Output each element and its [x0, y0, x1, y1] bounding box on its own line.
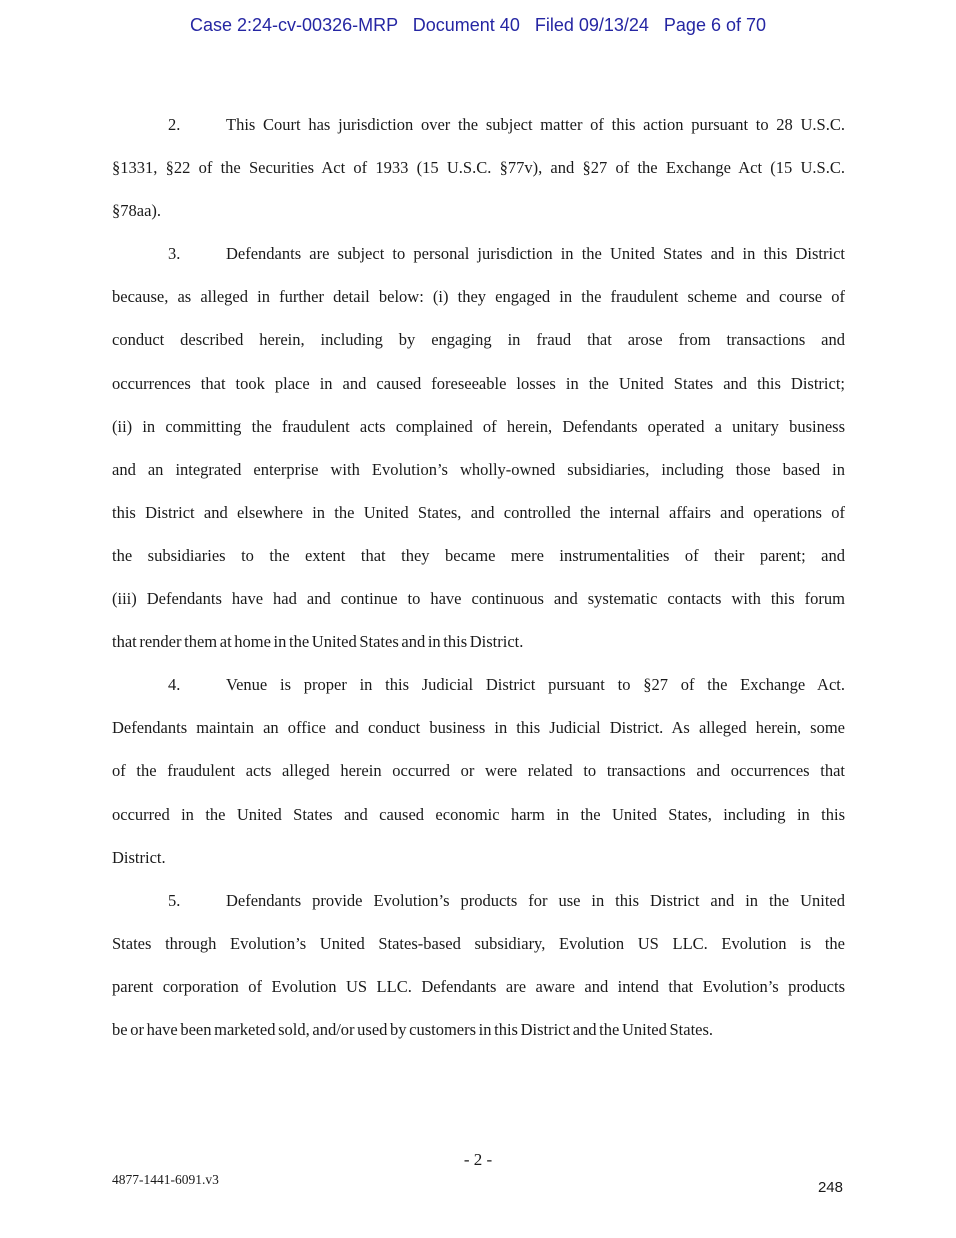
paragraph-line: District. — [112, 847, 166, 867]
paragraph-number: 2. — [168, 115, 181, 134]
paragraph-line: be or have been marketed sold, and/or used by customers in this District and the United States. — [112, 1019, 714, 1039]
paragraph-line: Defendants maintain an office and conduct business in this Judicial District. As alleged herein, some — [112, 718, 845, 738]
paragraph — [112, 663, 845, 878]
paragraph-line: because, as alleged in further detail below: (i) they engaged in the fraudulent scheme and course of — [112, 287, 845, 307]
paragraph-line: 4. Venue is proper in this Judicial District pursuant to §27 of the Exchange Act. — [112, 663, 845, 706]
paragraph — [112, 232, 845, 663]
paragraph-line: of the fraudulent acts alleged herein occurred or were related to transactions and occurrences that — [112, 761, 845, 781]
paragraph — [112, 879, 845, 1051]
paragraph-line: §1331, §22 of the Securities Act of 1933 (15 U.S.C. §77v), and §27 of the Exchange Act (15 U.S.C. — [112, 158, 845, 178]
paragraph-number: 4. — [168, 675, 181, 695]
paragraph-line: the subsidiaries to the extent that they became mere instrumentalities of their parent; and — [112, 545, 845, 565]
document-body — [112, 103, 845, 1051]
document-id-footer: 4877-1441-6091.v3 — [112, 1172, 219, 1187]
paragraph-line: (ii) in committing the fraudulent acts complained of herein, Defendants operated a unitary business — [112, 416, 845, 436]
ecf-stamp-header: Case 2:24-cv-00326-MRP Document 40 Filed 09/13/24 Page 6 of 70 — [190, 15, 766, 35]
paragraph-number: 3. — [168, 244, 181, 264]
bates-number: 248 — [817, 1179, 843, 1196]
paragraph-line: States through Evolution’s United States-based subsidiary, Evolution US LLC. Evolution is the — [112, 933, 845, 953]
paragraph-line: conduct described herein, including by engaging in fraud that arose from transactions and — [112, 330, 845, 350]
paragraph-line: and an integrated enterprise with Evolution’s wholly-owned subsidiaries, including those based in — [112, 459, 845, 479]
page-number: - 2 - — [463, 1150, 493, 1169]
paragraph-line: 3. Defendants are subject to personal jurisdiction in the United States and in this District — [112, 232, 845, 275]
paragraph-line: (iii) Defendants have had and continue to have continuous and systematic contacts with this forum — [112, 589, 845, 609]
paragraph-line: parent corporation of Evolution US LLC. Defendants are aware and intend that Evolution’s products — [112, 976, 845, 996]
paragraph-line: §78aa). — [112, 201, 162, 221]
paragraph-number: 5. — [168, 890, 181, 910]
paragraph-line: occurrences that took place in and caused foreseeable losses in the United States and this District; — [112, 373, 845, 393]
paragraph-line: occurred in the United States and caused economic harm in the United States, including in this — [112, 804, 845, 824]
paragraph-line: this District and elsewhere in the United States, and controlled the internal affairs and operations of — [112, 502, 845, 522]
paragraph — [112, 103, 845, 232]
paragraph-line: 2. This Court has jurisdiction over the subject matter of this action pursuant to 28 U.S.C. — [112, 103, 845, 146]
paragraph-line: that render them at home in the United States and in this District. — [112, 632, 524, 652]
paragraph-line: 5. Defendants provide Evolution’s products for use in this District and in the United — [112, 879, 845, 922]
